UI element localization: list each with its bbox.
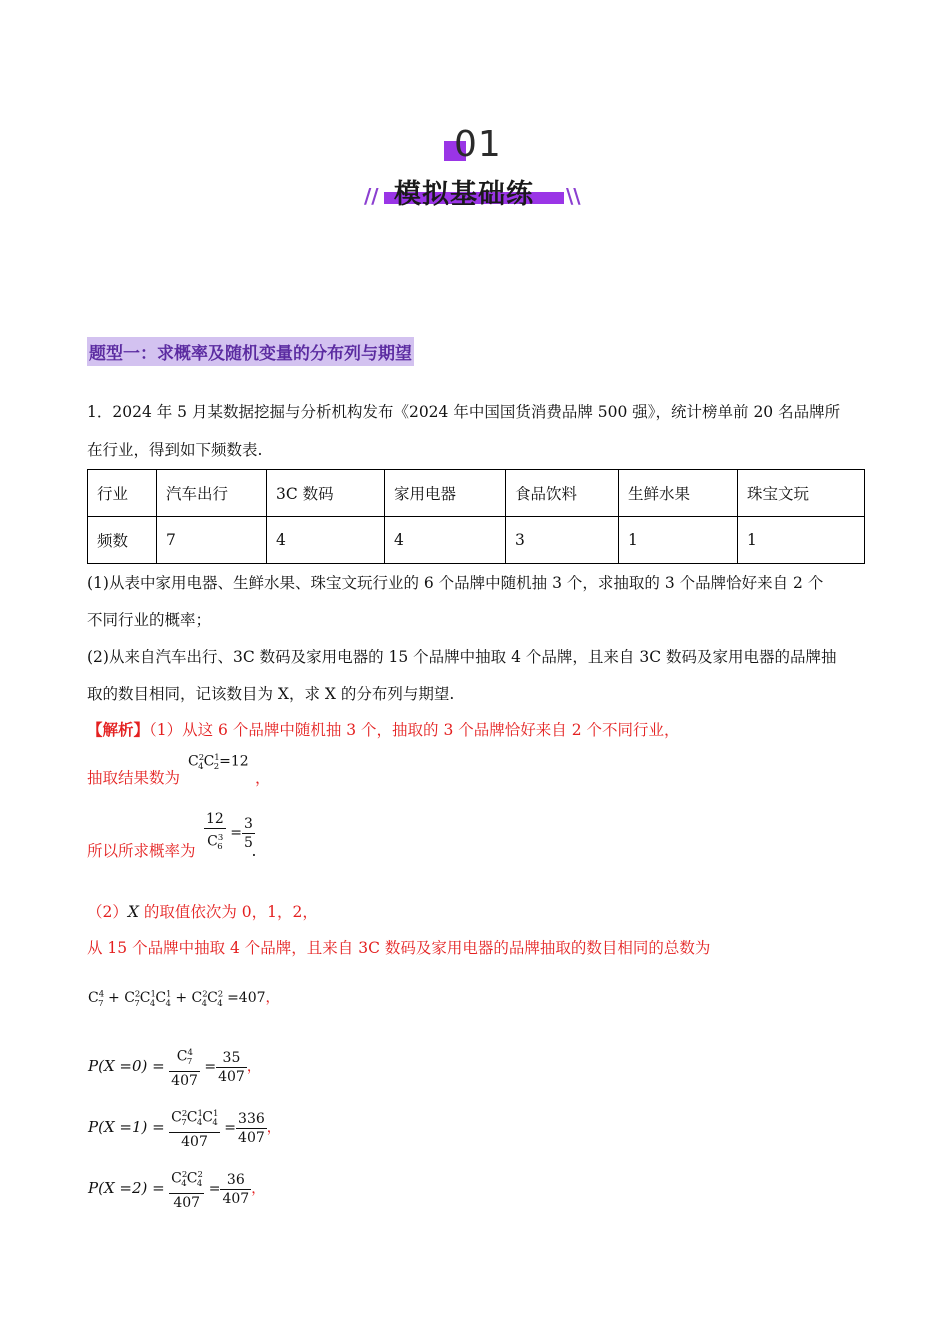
solution-count-prefix: 抽取结果数为 bbox=[87, 769, 181, 787]
table-cell: 1 bbox=[738, 517, 865, 564]
table-cell: 行业 bbox=[88, 470, 157, 517]
table-cell: 家用电器 bbox=[385, 470, 506, 517]
question-1-line-2: 不同行业的概率； bbox=[87, 611, 212, 629]
table-cell: 7 bbox=[157, 517, 267, 564]
question-2-line-2: 取的数目相同，记该数目为 X，求 X 的分布列与期望. bbox=[87, 685, 455, 703]
fraction bbox=[236, 1110, 267, 1147]
fraction bbox=[220, 1171, 251, 1208]
formula-result: =12 bbox=[219, 753, 249, 770]
fraction-num: 336 bbox=[238, 1110, 265, 1127]
table-row bbox=[88, 517, 865, 564]
fraction-num: 12 bbox=[206, 811, 224, 827]
variable-x: X bbox=[127, 903, 139, 921]
table-cell: 生鲜水果 bbox=[619, 470, 738, 517]
fraction-num: $C^2_4C^2_4$ bbox=[169, 1166, 204, 1194]
slash-left-icon: // bbox=[364, 184, 379, 208]
punct: ， bbox=[266, 1120, 281, 1137]
table-cell: 食品饮料 bbox=[506, 470, 619, 517]
problem-line-1: 1．2024 年 5 月某数据挖掘与分析机构发布《2024 年中国国货消费品牌 500 强》，统计榜单前 20 名品牌所 bbox=[87, 403, 841, 421]
formula-total: $C^4_7 + C^2_7C^1_4C^1_4 + C^2_4C^2_4 =407$， bbox=[88, 989, 280, 1009]
formula-p1: P(X =1) = $\frac{C^2_7C^1_4C^1_4}{407}$ = $\frac{336}{407}$ ， bbox=[88, 1105, 281, 1151]
solution-line-4 bbox=[87, 900, 318, 922]
punct: ， bbox=[255, 769, 271, 787]
p1-lhs: P(X =1) = bbox=[88, 1118, 165, 1137]
fraction-num: 35 bbox=[216, 1049, 247, 1068]
table-cell: 频数 bbox=[88, 517, 157, 564]
solution-line-5: 从 15 个品牌中抽取 4 个品牌，且来自 3C 数码及家用电器的品牌抽取的数目相同的总数为 bbox=[87, 939, 711, 957]
formula-c42c21: $C^2_4C^1_2=12$ bbox=[188, 753, 249, 773]
fraction-den: 407 bbox=[222, 1190, 250, 1207]
formula-p0: P(X =0) = $\frac{C^4_7}{407}$ = $\frac{35}{407}$ ， bbox=[88, 1044, 261, 1090]
fraction-den: $C^3_6$ bbox=[207, 833, 224, 853]
table-row bbox=[88, 470, 865, 517]
total-result: =407 bbox=[227, 990, 266, 1006]
solution-values: 的取值依次为 0，1，2， bbox=[138, 903, 318, 921]
table-cell: 1 bbox=[619, 517, 738, 564]
fraction-num: 3 bbox=[244, 815, 253, 832]
table-cell: 3C 数码 bbox=[267, 470, 385, 517]
solution-part-2-label: （2） bbox=[87, 903, 128, 921]
fraction bbox=[169, 1166, 204, 1212]
question-2-line-1: (2)从来自汽车出行、3C 数码及家用电器的 15 个品牌中抽取 4 个品牌，且来自 3C 数码及家用电器的品牌抽 bbox=[87, 648, 837, 666]
punct: ， bbox=[265, 990, 280, 1006]
solution-line-2 bbox=[87, 766, 271, 788]
p2-lhs: P(X =2) = bbox=[88, 1179, 165, 1198]
solution-prob-prefix: 所以所求概率为 bbox=[87, 842, 196, 860]
fraction bbox=[169, 1105, 220, 1151]
fraction bbox=[216, 1049, 247, 1086]
punct: ， bbox=[246, 1059, 261, 1076]
fraction-den: 407 bbox=[238, 1129, 265, 1146]
table-cell: 珠宝文玩 bbox=[738, 470, 865, 517]
table-cell: 4 bbox=[385, 517, 506, 564]
punct: . bbox=[251, 842, 257, 860]
problem-line-2: 在行业，得到如下频数表. bbox=[87, 441, 263, 459]
table-cell: 汽车出行 bbox=[157, 470, 267, 517]
question-1-line-1: (1)从表中家用电器、生鲜水果、珠宝文玩行业的 6 个品牌中随机抽 3 个，求抽取的 3 个品牌恰好来自 2 个 bbox=[87, 574, 824, 592]
fraction-den: 407 bbox=[173, 1195, 201, 1212]
fraction-num: $C^2_7C^1_4C^1_4$ bbox=[169, 1105, 220, 1133]
header-title: 模拟基础练 bbox=[394, 179, 534, 210]
fraction-den: 5 bbox=[244, 834, 253, 851]
header-number: 01 bbox=[454, 124, 502, 165]
fraction-den: 407 bbox=[218, 1068, 245, 1085]
punct: ， bbox=[251, 1181, 266, 1198]
fraction-den: 407 bbox=[171, 1073, 198, 1090]
solution-label: 【解析】 bbox=[87, 720, 150, 739]
solution-line-3 bbox=[87, 839, 256, 861]
fraction-den: 407 bbox=[181, 1134, 208, 1151]
fraction-num: 36 bbox=[220, 1171, 251, 1190]
formula-probability: $\frac{12}{C^3_6}$ = $\frac{3}{5}$ bbox=[204, 810, 255, 856]
formula-p2: P(X =2) = $\frac{C^2_4C^2_4}{407}$ = $\frac{36}{407}$ ， bbox=[88, 1166, 265, 1212]
frequency-table bbox=[87, 469, 865, 564]
table-cell: 4 bbox=[267, 517, 385, 564]
solution-line-1 bbox=[87, 718, 680, 740]
fraction-num: $C^4_7$ bbox=[169, 1044, 200, 1072]
table-cell: 3 bbox=[506, 517, 619, 564]
slash-right-icon: \\ bbox=[566, 184, 581, 208]
p0-lhs: P(X =0) = bbox=[88, 1057, 165, 1076]
fraction bbox=[169, 1044, 200, 1090]
section-title: 题型一：求概率及随机变量的分布列与期望 bbox=[87, 337, 414, 366]
solution-part-1: （1）从这 6 个品牌中随机抽 3 个，抽取的 3 个品牌恰好来自 2 个不同行业， bbox=[149, 721, 680, 739]
